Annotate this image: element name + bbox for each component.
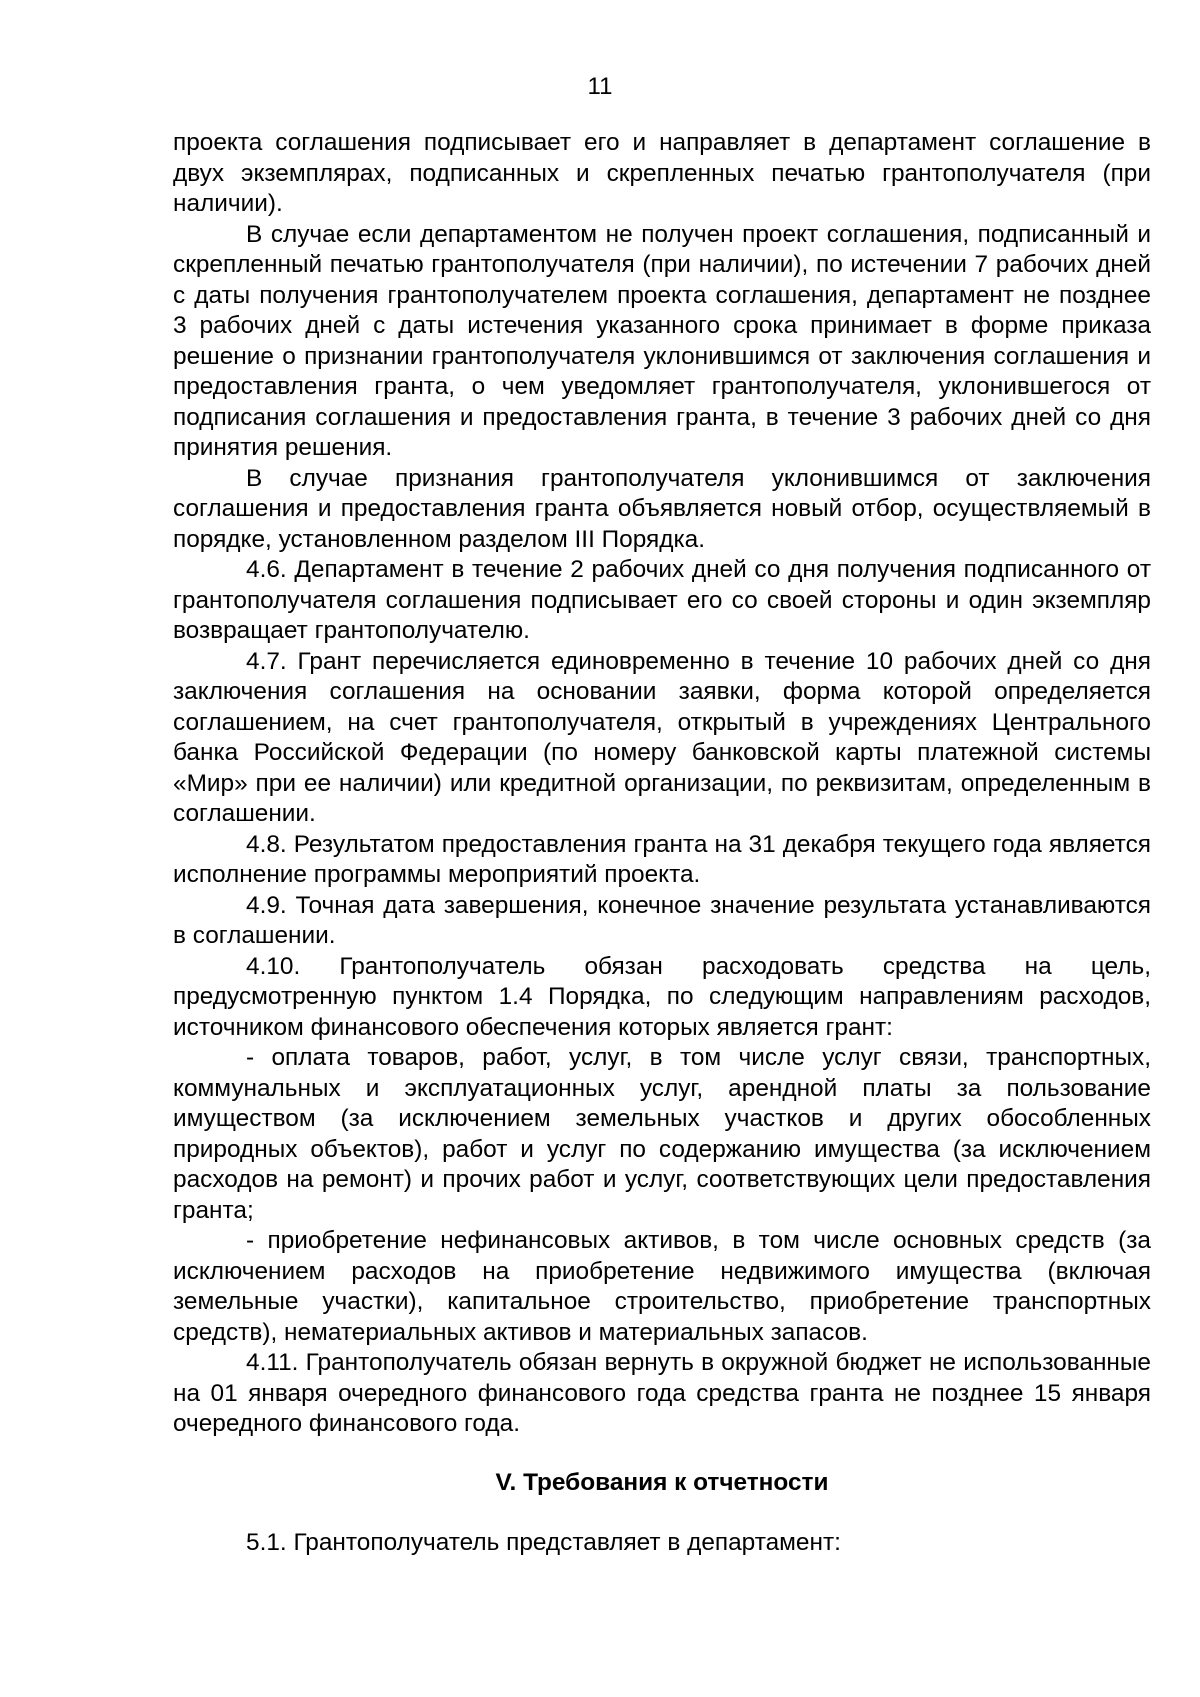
page-number: 11 <box>587 73 613 100</box>
list-item-expenses-services: - оплата товаров, работ, услуг, в том числе услуг связи, транспортных, коммунальных и эксплуатационных услуг, арендной платы за пользование имуществом (за исключением земельных участков и других обособленных природных объектов), работ и услуг по содержанию имущества (за исключением расходов на ремонт) и прочих работ и услуг, соответствующих цели предоставления гранта; <box>173 1044 1151 1224</box>
paragraph-4-11: 4.11. Грантополучатель обязан вернуть в окружной бюджет не использованные на 01 января очередного финансового года средства гранта не позднее 15 января очередного финансового года. <box>173 1349 1151 1437</box>
paragraph-continuation: проекта соглашения подписывает его и направляет в департамент соглашение в двух экземплярах, подписанных и скрепленных печатью грантополучателя (при наличии). <box>173 129 1151 217</box>
document-body <box>173 128 1151 1559</box>
paragraph-evasion-notice: В случае если департаментом не получен проект соглашения, подписанный и скрепленный печатью грантополучателя (при наличии), по истечении 7 рабочих дней с даты получения грантополучателем проекта соглашения, департамент не позднее 3 рабочих дней с даты истечения указанного срока принимает в форме приказа решение о признании грантополучателя уклонившимся от заключения соглашения и предоставления гранта, о чем уведомляет грантополучателя, уклонившегося от подписания соглашения и предоставления гранта, в течение 3 рабочих дней со дня принятия решения. <box>173 220 1151 461</box>
section-heading: V. Требования к отчетности <box>495 1468 829 1496</box>
paragraph-4-10: 4.10. Грантополучатель обязан расходовать средства на цель, предусмотренную пунктом 1.4 Порядка, по следующим направлениям расходов, источником финансового обеспечения которых является грант: <box>173 952 1151 1041</box>
paragraph-4-9: 4.9. Точная дата завершения, конечное значение результата устанавливаются в соглашении. <box>173 891 1151 949</box>
paragraph-4-8: 4.8. Результатом предоставления гранта на 31 декабря текущего года является исполнение программы мероприятий проекта. <box>173 830 1151 888</box>
list-item-expenses-assets: - приобретение нефинансовых активов, в том числе основных средств (за исключением расходов на приобретение недвижимого имущества (включая земельные участки), капитальное строительство, приобретение транспортных средств), нематериальных активов и материальных запасов. <box>173 1227 1151 1346</box>
paragraph-new-selection: В случае признания грантополучателя уклонившимся от заключения соглашения и предоставления гранта объявляется новый отбор, осуществляемый в порядке, установленном разделом III Порядка. <box>173 464 1151 553</box>
paragraph-4-7: 4.7. Грант перечисляется единовременно в течение 10 рабочих дней со дня заключения соглашения на основании заявки, форма которой определяется соглашением, на счет грантополучателя, открытый в учреждениях Центрального банка Российской Федерации (по номеру банковской карты платежной системы «Мир» при ее наличии) или кредитной организации, по реквизитам, определенным в соглашении. <box>173 647 1151 827</box>
paragraph-5-1: 5.1. Грантополучатель представляет в департамент: <box>246 1529 841 1556</box>
paragraph-4-6: 4.6. Департамент в течение 2 рабочих дней со дня получения подписанного от грантополучателя соглашения подписывает его со своей стороны и один экземпляр возвращает грантополучателю. <box>173 556 1151 644</box>
